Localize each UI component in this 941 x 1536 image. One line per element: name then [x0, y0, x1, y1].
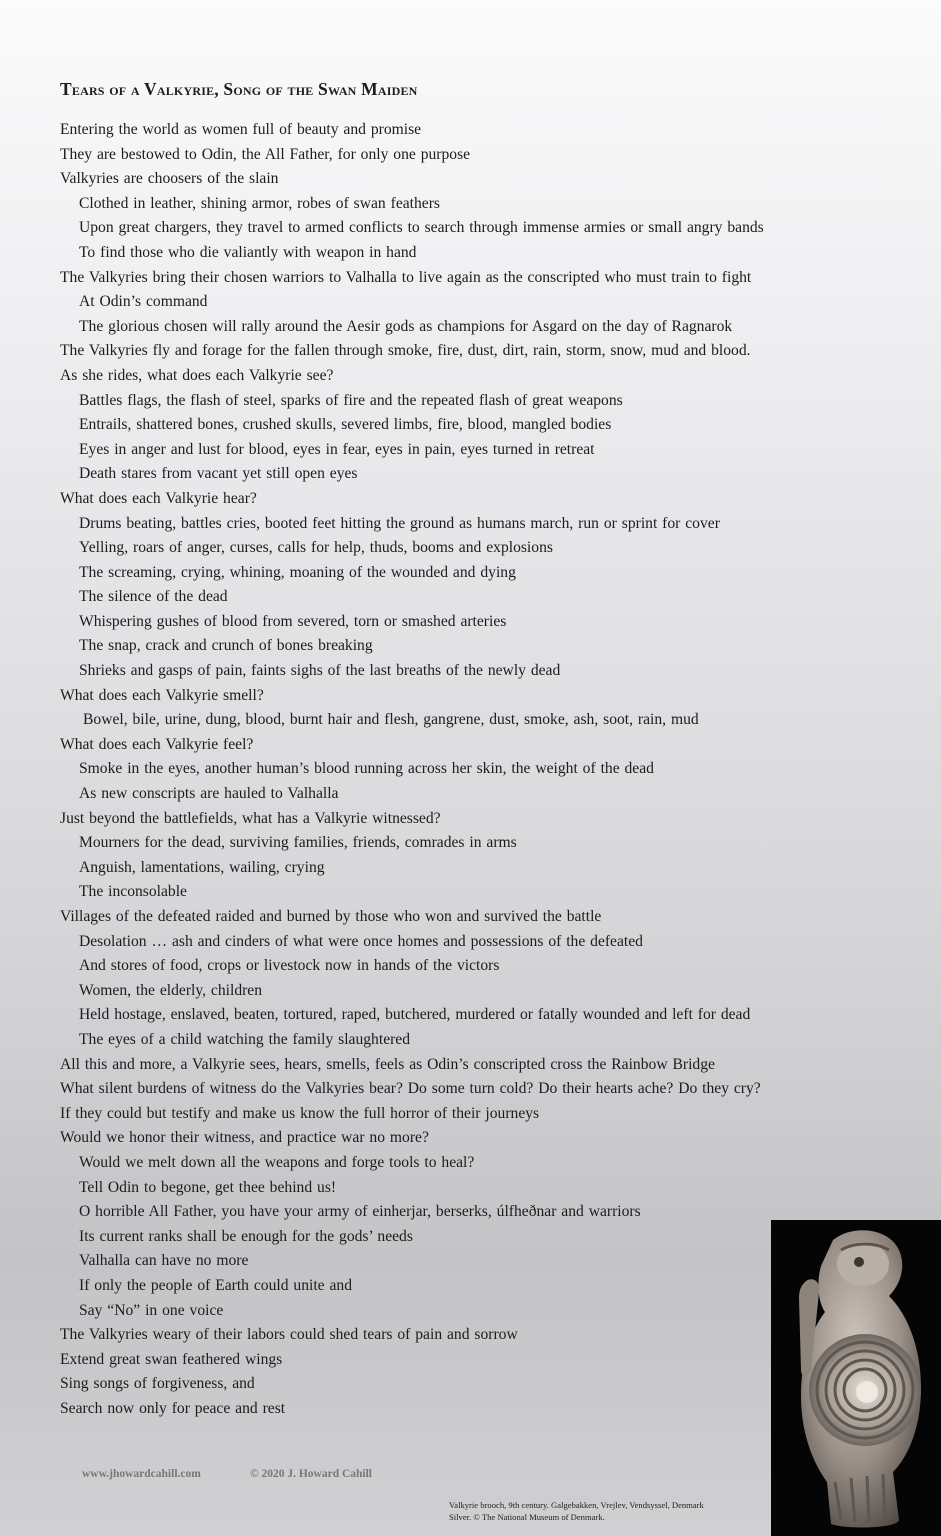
- poem-line: Entering the world as women full of beauty and promise: [60, 121, 422, 138]
- poem-line: Entrails, shattered bones, crushed skulls, severed limbs, fire, blood, mangled bodies: [79, 416, 612, 434]
- poem-line: The Valkyries bring their chosen warriors to Valhalla to live again as the conscripted who must train to fight: [60, 268, 752, 286]
- poem-line: Extend great swan feathered wings: [60, 1350, 283, 1368]
- poem-line: To find those who die valiantly with weapon in hand: [79, 243, 417, 261]
- poem-line: Tell Odin to begone, get thee behind us!: [79, 1178, 337, 1196]
- footer-website: www.jhowardcahill.com: [82, 1468, 201, 1480]
- poem-line: Drums beating, battles cries, booted feet hitting the ground as humans march, run or sprint for cover: [79, 514, 720, 532]
- poem-line: Sing songs of forgiveness, and: [60, 1375, 255, 1393]
- poem-line: The Valkyries weary of their labors could shed tears of pain and sorrow: [60, 1326, 518, 1344]
- poem-line: Bowel, bile, urine, dung, blood, burnt hair and flesh, gangrene, dust, smoke, ash, soot, rain, mud: [83, 711, 699, 729]
- poem-line: As she rides, what does each Valkyrie see?: [60, 366, 334, 384]
- poem-line: O horrible All Father, you have your army of einherjar, berserks, úlfheðnar and warriors: [79, 1203, 641, 1221]
- poem-title: Tears of a Valkyrie, Song of the Swan Maiden: [60, 79, 418, 99]
- poem-line: Mourners for the dead, surviving families, friends, comrades in arms: [79, 834, 517, 852]
- poem-line: Yelling, roars of anger, curses, calls for help, thuds, booms and explosions: [79, 539, 553, 557]
- caption-line-2: Silver. © The National Museum of Denmark.: [449, 1512, 605, 1522]
- poem-line: Women, the elderly, children: [79, 981, 263, 999]
- poem-line: The Valkyries fly and forage for the fallen through smoke, fire, dust, dirt, rain, storm, snow, mud and blood.: [60, 342, 751, 360]
- valkyrie-brooch-icon: [771, 1220, 941, 1536]
- poem-line: Its current ranks shall be enough for the gods’ needs: [79, 1227, 413, 1245]
- poem-line: Shrieks and gasps of pain, faints sighs of the last breaths of the newly dead: [79, 662, 561, 680]
- poem-line: And stores of food, crops or livestock now in hands of the victors: [79, 957, 500, 975]
- poem-line: Anguish, lamentations, wailing, crying: [79, 858, 325, 876]
- poem-line: What does each Valkyrie feel?: [60, 735, 254, 753]
- poem-line: The glorious chosen will rally around the Aesir gods as champions for Asgard on the day of Ragnarok: [79, 317, 733, 335]
- poem-line: Would we melt down all the weapons and forge tools to heal?: [79, 1153, 475, 1171]
- caption-line-1: Valkyrie brooch, 9th century. Galgebakken, Vrejlev, Vendsyssel, Denmark: [449, 1500, 704, 1510]
- poem-line: The inconsolable: [79, 883, 187, 901]
- poem-line: Just beyond the battlefields, what has a Valkyrie witnessed?: [60, 809, 441, 827]
- footer-copyright: © 2020 J. Howard Cahill: [250, 1468, 373, 1480]
- valkyrie-brooch-photo: [771, 1220, 941, 1536]
- poem-line: Villages of the defeated raided and burned by those who won and survived the battle: [60, 908, 602, 925]
- poem-line: Whispering gushes of blood from severed, torn or smashed arteries: [79, 612, 507, 630]
- poem-line: Upon great chargers, they travel to armed conflicts to search through immense armies or small angry bands: [79, 219, 764, 237]
- poem-line: Eyes in anger and lust for blood, eyes in fear, eyes in pain, eyes turned in retreat: [79, 440, 595, 458]
- poem-line: Valhalla can have no more: [79, 1252, 249, 1270]
- poem-line: Held hostage, enslaved, beaten, tortured, raped, butchered, murdered or fatally wounded and left for dead: [79, 1006, 751, 1024]
- poem-line: What silent burdens of witness do the Valkyries bear? Do some turn cold? Do their hearts ache? Do they cry?: [60, 1080, 761, 1098]
- poem-line: What does each Valkyrie hear?: [60, 489, 257, 507]
- poem-line: Battles flags, the flash of steel, sparks of fire and the repeated flash of great weapons: [79, 391, 623, 409]
- poem-line: They are bestowed to Odin, the All Father, for only one purpose: [60, 145, 471, 163]
- poem-line: The silence of the dead: [79, 588, 228, 606]
- poem-line: The snap, crack and crunch of bones breaking: [79, 637, 373, 655]
- image-caption: [449, 1499, 767, 1523]
- poem-line: Search now only for peace and rest: [60, 1399, 286, 1417]
- poem-line: Would we honor their witness, and practice war no more?: [60, 1129, 429, 1147]
- poem-line: Smoke in the eyes, another human’s blood running across her skin, the weight of the dead: [79, 760, 654, 778]
- poem-line: As new conscripts are hauled to Valhalla: [79, 785, 339, 803]
- poem-line: Death stares from vacant yet still open eyes: [79, 465, 358, 483]
- poem-line: If they could but testify and make us know the full horror of their journeys: [60, 1104, 540, 1122]
- poem-line: Say “No” in one voice: [79, 1301, 224, 1319]
- poem-line: If only the people of Earth could unite and: [79, 1276, 353, 1294]
- poem-line: The screaming, crying, whining, moaning of the wounded and dying: [79, 563, 516, 581]
- poem-line: All this and more, a Valkyrie sees, hears, smells, feels as Odin’s conscripted cross the Rainbow Bridge: [60, 1055, 715, 1073]
- poem-line: What does each Valkyrie smell?: [60, 686, 264, 704]
- poem-line: Valkyries are choosers of the slain: [60, 170, 279, 188]
- poem-line: At Odin’s command: [79, 293, 208, 311]
- poem-line: The eyes of a child watching the family slaughtered: [79, 1030, 411, 1048]
- poem-line: Desolation … ash and cinders of what were once homes and possessions of the defeated: [79, 932, 643, 950]
- poem-line: Clothed in leather, shining armor, robes of swan feathers: [79, 194, 440, 212]
